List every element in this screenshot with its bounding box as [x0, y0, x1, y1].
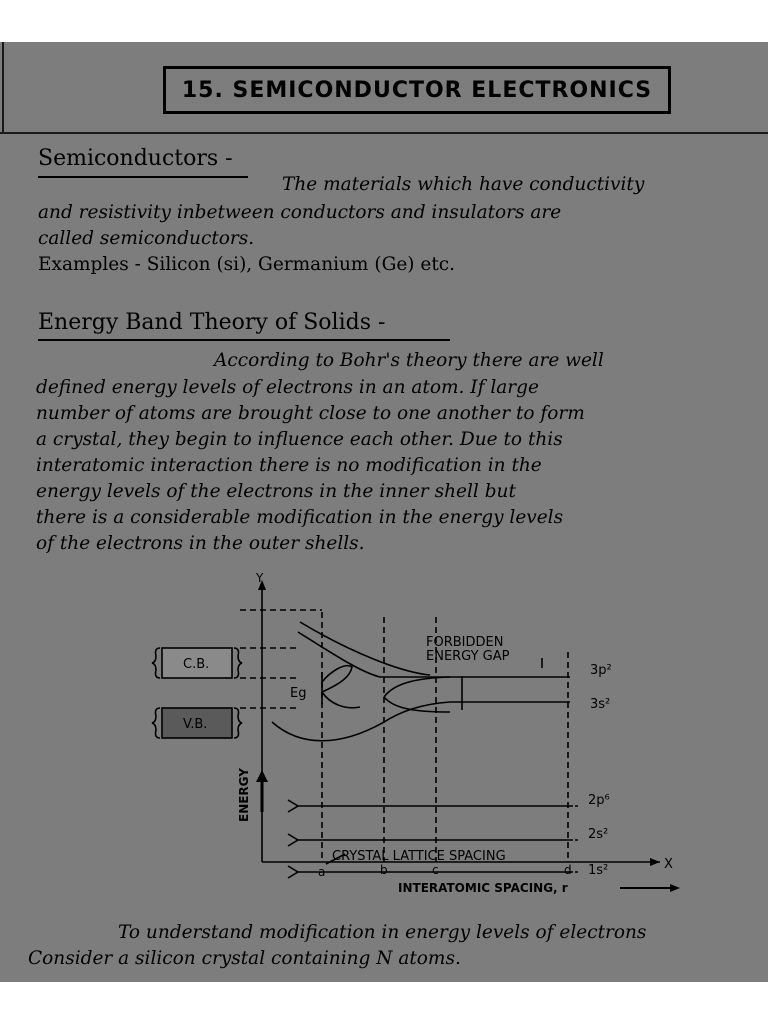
y-axis-label: Y: [256, 572, 264, 585]
point-a: a: [318, 865, 326, 879]
paragraph-line: To understand modification in energy levels of electrons: [118, 922, 647, 943]
paragraph-line: and resistivity inbetween conductors and insulators are: [38, 202, 562, 223]
energy-band-diagram: [0, 572, 768, 902]
header-rule: [0, 132, 768, 134]
margin-line: [2, 42, 4, 134]
paragraph-line: Examples - Silicon (si), Germanium (Ge) etc.: [38, 254, 456, 275]
paragraph-line: called semiconductors.: [38, 228, 255, 249]
eg-label: Eg: [290, 686, 307, 701]
paragraph-line: energy levels of the electrons in the inner shell but: [36, 481, 516, 502]
paragraph-line: there is a considerable modification in the energy levels: [36, 507, 564, 528]
paragraph-line: a crystal, they begin to influence each other. Due to this: [36, 429, 563, 450]
energy-label: ENERGY: [237, 768, 251, 822]
paragraph-line: According to Bohr's theory there are well: [214, 350, 604, 371]
notes-page: [0, 42, 768, 982]
gap-label-2: ENERGY GAP: [426, 649, 510, 664]
heading-underline: [38, 176, 248, 178]
paragraph-line: interatomic interaction there is no modification in the: [36, 455, 542, 476]
level-label: 1s²: [588, 863, 609, 878]
level-label: 2p⁶: [588, 793, 610, 808]
paragraph-line: number of atoms are brought close to one another to form: [36, 403, 585, 424]
semiconductors-heading: Semiconductors -: [38, 146, 233, 171]
level-label: 3p²: [590, 663, 612, 678]
page-title: 15. SEMICONDUCTOR ELECTRONICS: [163, 66, 671, 114]
vb-label: V.B.: [183, 717, 208, 732]
paragraph-line: defined energy levels of electrons in an atom. If large: [36, 377, 539, 398]
cb-label: C.B.: [183, 657, 210, 672]
paragraph-line: The materials which have conductivity: [282, 174, 645, 195]
point-b: b: [380, 863, 388, 877]
x-axis-label: INTERATOMIC SPACING, r: [398, 881, 568, 895]
level-label: 3s²: [590, 697, 611, 712]
level-label: 2s²: [588, 827, 609, 842]
heading-underline: [38, 339, 450, 341]
gap-label-1: FORBIDDEN: [426, 635, 504, 650]
x-axis-end-label: X: [664, 857, 673, 872]
point-c: c: [432, 863, 439, 877]
band-theory-heading: Energy Band Theory of Solids -: [38, 310, 386, 335]
vb-band-curve: [272, 702, 570, 741]
point-d: d: [564, 863, 572, 877]
lattice-label: CRYSTAL LATTICE SPACING: [332, 849, 506, 864]
paragraph-line: Consider a silicon crystal containing N atoms.: [28, 948, 461, 969]
paragraph-line: of the electrons in the outer shells.: [36, 533, 365, 554]
